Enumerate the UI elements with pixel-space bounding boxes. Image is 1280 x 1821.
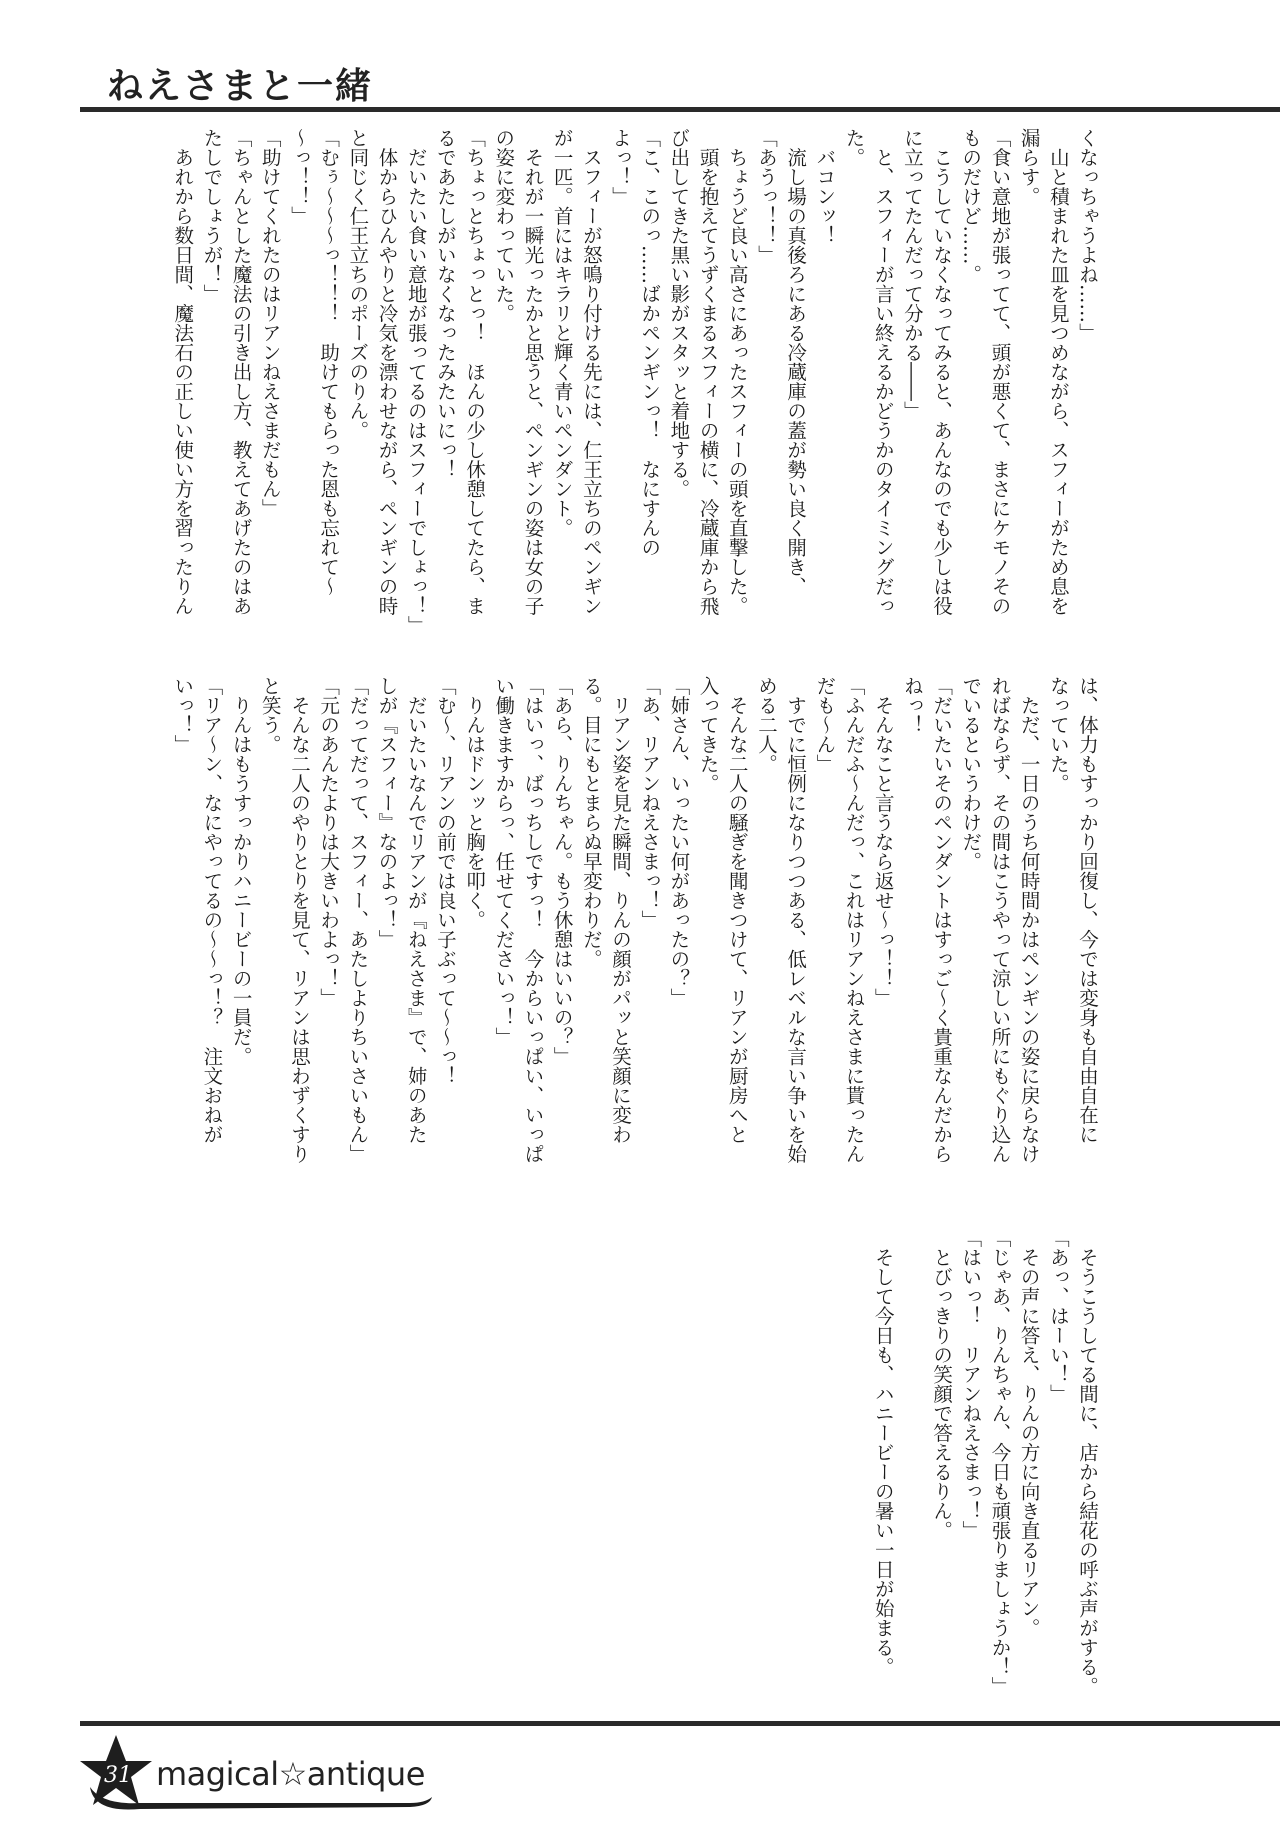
text-line: その声に答え、りんの方に向き直るリアン。 [1017, 1228, 1041, 1638]
text-line: は、体力もすっかり回復し、今では変身も自由自在に [1076, 676, 1099, 1144]
brand-logo-text: magical☆antique [156, 1755, 425, 1793]
text-line: 「じゃあ、りんちゃん、今日も頑張りましょうか！」 [988, 1228, 1012, 1696]
text-line: 「助けてくれたのはリアンねえさまだもん」 [258, 128, 282, 518]
text-line: そして今日も、ハニービーの暑い一日が始まる。 [871, 1228, 895, 1677]
text-line: 体からひんやりと冷気を漂わせながら、ペンギンの時 [375, 128, 399, 616]
text-line: とびっきりの笑顔で答えるりん。 [930, 1228, 954, 1540]
text-line: 漏らす。 [1017, 128, 1041, 206]
text-line: る。目にもとまらぬ早変わりだ。 [579, 676, 603, 969]
text-line: ものだけど……。 [959, 128, 983, 284]
text-line: 頭を抱えてうずくまるスフィーの横に、冷蔵庫から飛 [696, 128, 720, 616]
text-line: 「むぅ～～～っ！！！ 助けてもらった恩も忘れて～ [317, 128, 341, 596]
text-line: 「あ、リアンねえさまっ！」 [638, 676, 662, 930]
text-line: 「食い意地が張ってて、頭が悪くて、まさにケモノその [988, 128, 1012, 616]
text-line: そんなこと言うなら返せ～っ！！」 [871, 676, 895, 1008]
text-block-bottom [140, 1228, 1102, 1728]
text-line: だいたい食い意地が張ってるのはスフィーでしょっ！」 [404, 128, 428, 635]
text-line: 「あうっ！！」 [754, 128, 778, 265]
text-line: バコンッ！ [813, 128, 837, 245]
text-line: 「ふんだふ～んだっ、これはリアンねえさまに貰ったん [842, 676, 866, 1164]
text-line: そんな二人のやりとりを見て、リアンは思わずくすり [287, 676, 311, 1164]
text-line: 「リア～ン、なにやってるの～～っ！？ 注文おねが [200, 676, 224, 1144]
text-line: 「元のあんたよりは大きいわよっ！」 [317, 676, 341, 1008]
text-block-middle [140, 676, 1102, 1176]
text-line: ～っ！！」 [287, 128, 311, 226]
text-line: くなっちゃうよね……」 [1076, 128, 1099, 343]
text-line: 「姉さん、いったい何があったの？」 [667, 676, 691, 1008]
page-number: 31 [104, 1763, 132, 1788]
text-line: 入ってきた。 [696, 676, 720, 793]
text-line: りんはドンッと胸を叩く。 [463, 676, 487, 930]
text-line: と笑う。 [258, 676, 282, 754]
text-line: い働きますからっ、任せてくださいっ！」 [492, 676, 516, 1047]
text-line: それが一瞬光ったかと思うと、ペンギンの姿は女の子 [521, 128, 545, 616]
header-rule [80, 107, 1280, 112]
text-line: 「ちゃんとした魔法の引き出し方、教えてあげたのはあ [229, 128, 253, 616]
text-line: ればならず、その間はこうやって涼しい所にもぐり込ん [988, 676, 1012, 1164]
text-line: いっ！」 [171, 676, 195, 754]
text-line: 山と積まれた皿を見つめながら、スフィーがため息を [1046, 128, 1070, 616]
text-line: 流し場の真後ろにある冷蔵庫の蓋が勢い良く開き、 [784, 128, 808, 596]
text-line: が一匹。首にはキラリと輝く青いペンダント。 [550, 128, 574, 538]
text-line: なっていた。 [1046, 676, 1070, 793]
text-line [898, 1228, 927, 1728]
text-line: リアン姿を見た瞬間、りんの顔がパッと笑顔に変わ [609, 676, 632, 1144]
text-line: める二人。 [754, 676, 778, 774]
text-line: 「はいっ、ばっちしですっ！ 今からいっぱい、いっぱ [521, 676, 545, 1164]
text-line: あれから数日間、魔法石の正しい使い方を習ったりん [171, 128, 195, 616]
page-title: ねえさまと一緒 [107, 66, 374, 107]
text-line: しが『スフィー』なのよっ！」 [375, 676, 399, 949]
text-line: ちょうど良い高さにあったスフィーの頭を直撃した。 [725, 128, 749, 616]
text-line: スフィーが怒鳴り付ける先には、仁王立ちのペンギン [579, 128, 603, 616]
text-line: び出してきた黒い影がスタッと着地する。 [667, 128, 691, 499]
text-line: 「ちょっとちょっとっ！ ほんの少し休憩してたら、ま [463, 128, 487, 616]
text-line: ただ、一日のうち何時間かはペンギンの姿に戻らなけ [1017, 676, 1041, 1164]
text-line: こうしていなくなってみると、あんなのでも少しは役 [930, 128, 954, 616]
text-line: ねっ！ [900, 676, 924, 735]
text-line: そうこうしてる間に、店から結花の呼ぶ声がする。 [1076, 1228, 1099, 1696]
text-line: すでに恒例になりつつある、低レベルな言い争いを始 [784, 676, 808, 1164]
text-line: だいたいなんでリアンが『ねえさま』で、姉のあた [404, 676, 428, 1144]
text-line: たしでしょうが！」 [200, 128, 224, 304]
text-line: 「はいっ！ リアンねえさまっ！」 [959, 1228, 983, 1540]
text-line: りんはもうすっかりハニービーの一員だ。 [229, 676, 253, 1066]
text-line: の姿に変わっていた。 [492, 128, 516, 323]
text-line: よっ！」 [609, 128, 632, 206]
text-line: だも～ん」 [813, 676, 837, 774]
text-line: と同じく仁王立ちのポーズのりん。 [346, 128, 370, 440]
text-line: でいるというわけだ。 [959, 676, 983, 871]
text-line: そんな二人の騒ぎを聞きつけて、リアンが厨房へと [725, 676, 749, 1144]
footer-rule [80, 1721, 1280, 1726]
footer [80, 1735, 540, 1815]
text-line: 「だいたいそのペンダントはすっご～く貴重なんだから [930, 676, 954, 1164]
text-line: 「あら、りんちゃん。もう休憩はいいの？」 [550, 676, 574, 1066]
text-line: 「こ、このっ……ばかペンギンっ！ なにすんの [638, 128, 662, 557]
text-line: 「あっ、はーい！」 [1046, 1228, 1070, 1404]
text-line: 「む～、リアンの前では良い子ぶって～～っ！ [433, 676, 457, 1086]
text-line: に立ってたんだって分かる――」 [900, 128, 924, 421]
text-line: るであたしがいなくなったみたいにっ！ [433, 128, 457, 479]
text-line: 「だってだって、スフィー、あたしよりちいさいもん」 [346, 676, 370, 1164]
text-line: と、スフィーが言い終えるかどうかのタイミングだっ [871, 128, 895, 616]
text-block-top [140, 128, 1102, 635]
text-line: た。 [842, 128, 866, 167]
